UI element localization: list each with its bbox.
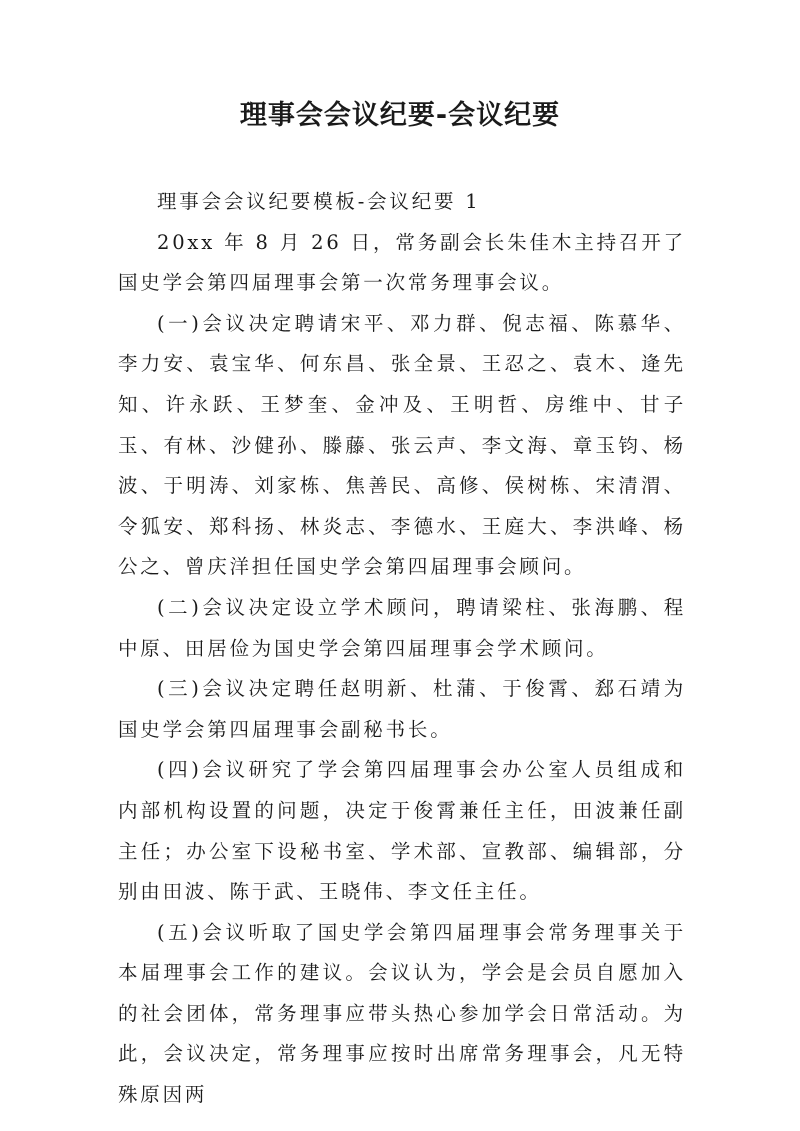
paragraph-item-5: (五)会议听取了国史学会第四届理事会常务理事关于本届理事会工作的建议。会议认为，学会是会员自愿加入的社会团体，常务理事应带头热心参加学会日常活动。为此，会议决定，常务理事应按时出席常务理事会，凡无特殊原因两	[118, 920, 686, 1107]
paragraph-item-4: (四)会议研究了学会第四届理事会办公室人员组成和内部机构设置的问题，决定于俊霄兼任主任，田波兼任副主任；办公室下设秘书室、学术部、宣教部、编辑部，分别由田波、陈于武、王晓伟、李文任主任。	[118, 758, 686, 904]
document-body	[118, 182, 686, 1116]
paragraph-meeting-intro: 20xx 年 8 月 26 日，常务副会长朱佳木主持召开了国史学会第四届理事会第一次常务理事会议。	[118, 230, 686, 295]
paragraph-item-1: (一)会议决定聘请宋平、邓力群、倪志福、陈慕华、李力安、袁宝华、何东昌、张全景、王忍之、袁木、逄先知、许永跃、王梦奎、金冲及、王明哲、房维中、甘子玉、有林、沙健孙、滕藤、张云声、李文海、章玉钧、杨波、于明涛、刘家栋、焦善民、高修、侯树栋、宋清渭、令狐安、郑科扬、林炎志、李德水、王庭大、李洪峰、杨公之、曾庆洋担任国史学会第四届理事会顾问。	[118, 311, 686, 579]
paragraph-item-2: (二)会议决定设立学术顾问，聘请梁柱、张海鹏、程中原、田居俭为国史学会第四届理事会学术顾问。	[118, 595, 686, 660]
paragraph-item-3: (三)会议决定聘任赵明新、杜蒲、于俊霄、郄石靖为国史学会第四届理事会副秘书长。	[118, 677, 686, 741]
document-title: 理事会会议纪要-会议纪要	[239, 100, 561, 131]
paragraph-heading: 理事会会议纪要模板-会议纪要 1	[157, 190, 481, 213]
